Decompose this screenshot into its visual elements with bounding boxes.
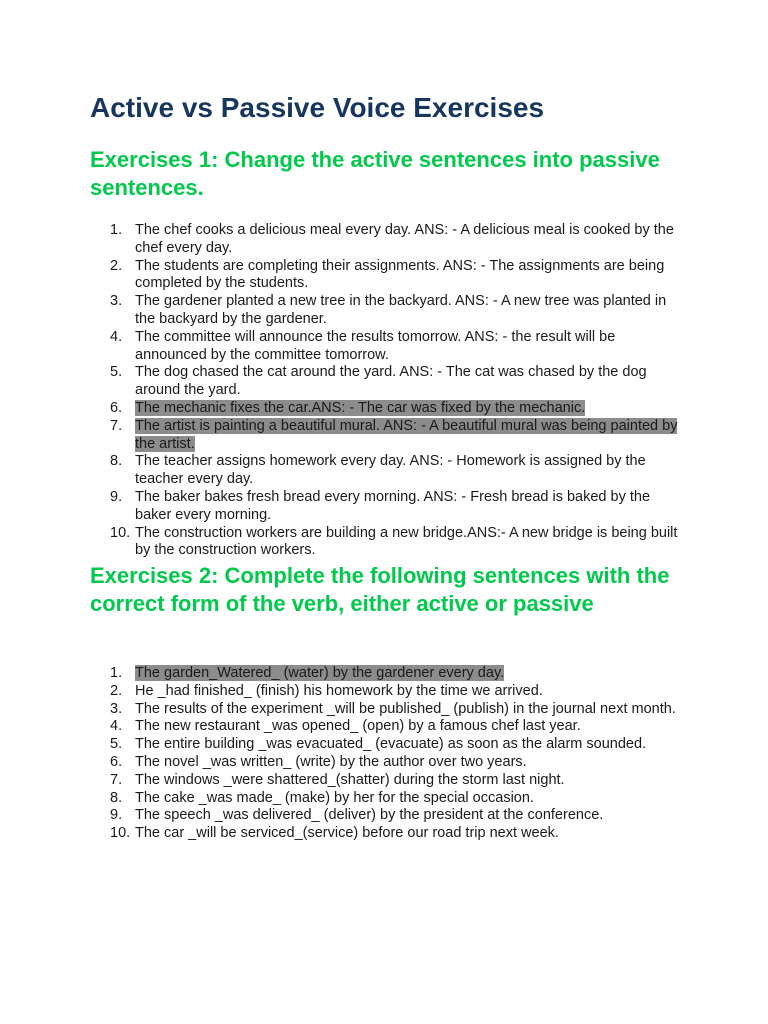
list-item — [110, 525, 680, 561]
item-text: The speech _was delivered_ (deliver) by the president at the conference. — [135, 807, 604, 824]
item-number: 9. — [110, 807, 123, 824]
item-text: The students are completing their assignments. ANS: - The assignments are being completed by the students. — [135, 257, 665, 292]
list-item — [110, 329, 680, 365]
item-text: The teacher assigns homework every day. ANS: - Homework is assigned by the teacher every day. — [135, 453, 646, 488]
highlighted-item-text: The garden_Watered_ (water) by the gardener every day. — [135, 665, 505, 681]
item-number: 5. — [110, 736, 123, 753]
list-item — [110, 790, 680, 808]
highlighted-item-text: The artist is painting a beautiful mural. ANS: - A beautiful mural was being painted by the artist. — [135, 417, 678, 452]
list-item — [110, 772, 680, 790]
item-number: 10. — [110, 825, 131, 842]
list-item — [110, 293, 680, 329]
item-number: 8. — [110, 453, 123, 470]
document-title: Active vs Passive Voice Exercises — [90, 92, 545, 123]
item-number: 1. — [110, 222, 123, 238]
item-text: The entire building _was evacuated_ (evacuate) as soon as the alarm sounded. — [135, 736, 647, 753]
item-number: 3. — [110, 700, 123, 717]
exercise-1-list — [110, 222, 680, 560]
list-item — [110, 754, 680, 772]
item-number: 7. — [110, 417, 123, 434]
list-item — [110, 258, 680, 294]
list-item — [110, 665, 680, 683]
exercise-2-list — [110, 665, 680, 843]
list-item — [110, 364, 680, 400]
item-number: 10. — [110, 524, 131, 541]
item-number: 4. — [110, 328, 123, 345]
list-item — [110, 701, 680, 719]
item-number: 9. — [110, 488, 123, 505]
highlighted-item-text: The mechanic fixes the car.ANS: - The car was fixed by the mechanic. — [135, 399, 586, 416]
list-item — [110, 418, 680, 454]
item-text: The car _will be serviced_(service) before our road trip next week. — [135, 825, 559, 842]
item-number: 8. — [110, 789, 123, 806]
item-text: He _had finished_ (finish) his homework by the time we arrived. — [135, 682, 543, 699]
item-text: The results of the experiment _will be published_ (publish) in the journal next month. — [135, 700, 676, 717]
item-text: The new restaurant _was opened_ (open) by a famous chef last year. — [135, 718, 581, 735]
item-text: The committee will announce the results tomorrow. ANS: - the result will be announced by the committee tomorrow. — [135, 328, 616, 363]
list-item — [110, 222, 680, 258]
list-item — [110, 825, 680, 843]
item-text: The construction workers are building a new bridge.ANS:- A new bridge is being built by the construction workers. — [135, 524, 678, 559]
list-item — [110, 400, 680, 418]
item-number: 1. — [110, 665, 123, 681]
item-number: 2. — [110, 257, 123, 274]
list-item — [110, 453, 680, 489]
item-text: The dog chased the cat around the yard. ANS: - The cat was chased by the dog around the yard. — [135, 364, 647, 399]
item-number: 6. — [110, 399, 123, 416]
item-number: 6. — [110, 753, 123, 770]
item-number: 5. — [110, 364, 123, 381]
item-text: The gardener planted a new tree in the backyard. ANS: - A new tree was planted in the backyard by the gardener. — [135, 293, 667, 327]
item-text: The cake _was made_ (make) by her for the special occasion. — [135, 789, 534, 806]
item-number: 4. — [110, 718, 123, 735]
exercise-2-heading: Exercises 2: Complete the following sentences with the correct form of the verb, either active or passive — [90, 563, 670, 616]
item-text: The baker bakes fresh bread every morning. ANS: - Fresh bread is baked by the baker every morning. — [135, 488, 651, 523]
list-item — [110, 489, 680, 525]
list-item — [110, 736, 680, 754]
exercise-1-heading: Exercises 1: Change the active sentences into passive sentences. — [90, 147, 660, 200]
item-number: 7. — [110, 771, 123, 788]
item-text: The windows _were shattered_(shatter) during the storm last night. — [135, 771, 565, 788]
list-item — [110, 718, 680, 736]
item-text: The chef cooks a delicious meal every day. ANS: - A delicious meal is cooked by the chef every day. — [135, 222, 674, 256]
item-number: 2. — [110, 682, 123, 699]
item-text: The novel _was written_ (write) by the author over two years. — [135, 753, 527, 770]
list-item — [110, 683, 680, 701]
item-number: 3. — [110, 293, 123, 310]
list-item — [110, 807, 680, 825]
